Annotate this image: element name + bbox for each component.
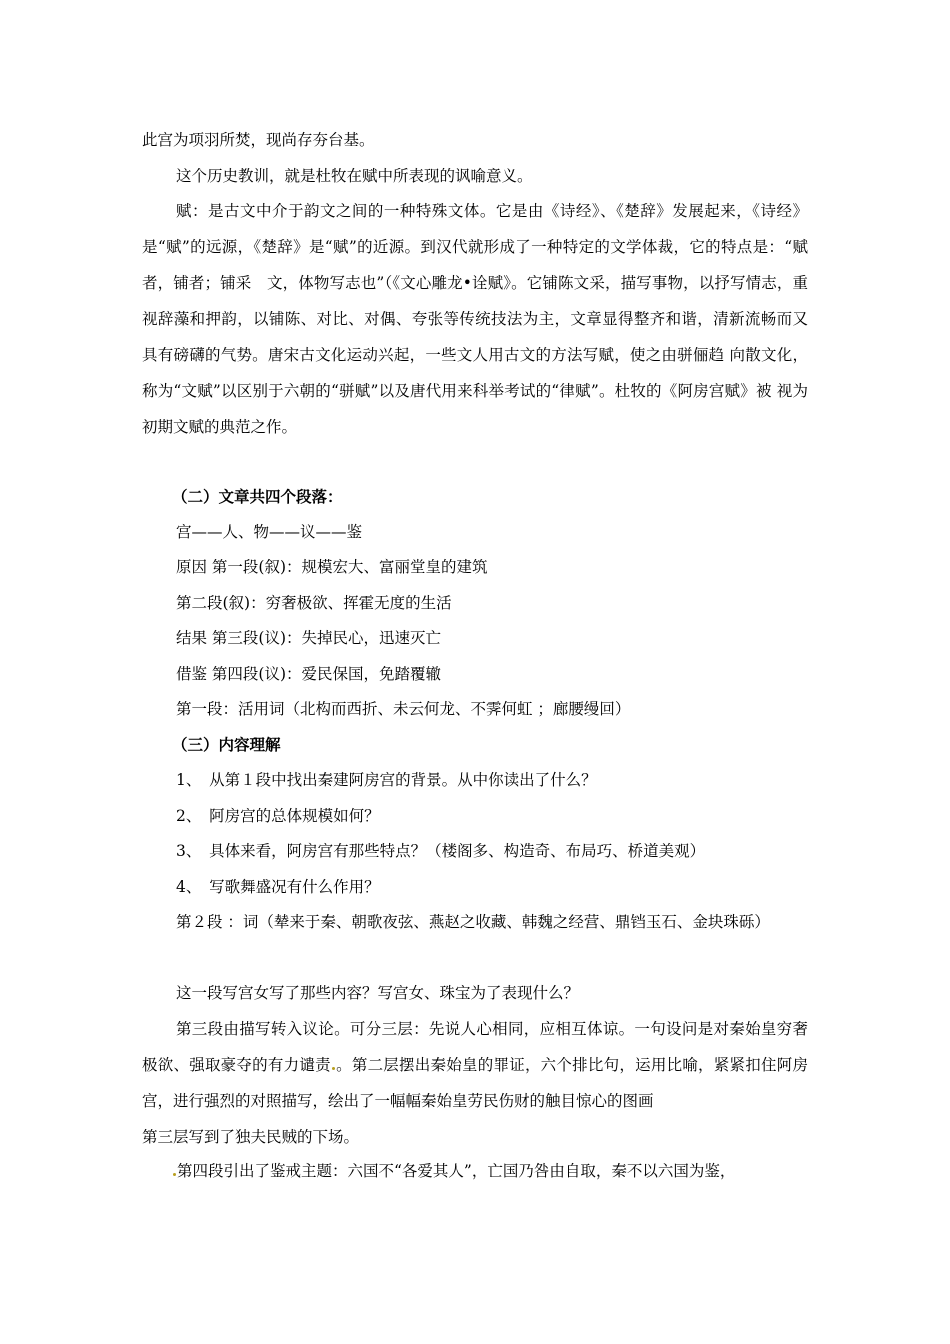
third-section-part-2: 。第二层摆出秦始皇的罪证，六个排比句，运用比喻，紧紧扣住阿房宫，进行强烈的对照描写，绘出了一幅幅秦始皇劳民伤财的触目惊心的图画 xyxy=(142,1056,808,1110)
question-4: 4、 写歌舞盛况有什么作用？ xyxy=(176,878,380,896)
first-section-words: 第一段：活用词（北构而西折、未云何龙、不霁何虹 ；廊腰缦回） xyxy=(176,700,631,718)
paragraph-palace-women: 这一段写宫女写了那些内容？写宫女、珠宝为了表现什么？ xyxy=(176,984,580,1002)
paragraph-outline-1: 原因 第一段(叙)：规模宏大、富丽堂皇的建筑 xyxy=(176,558,488,576)
paragraph-fourth-section xyxy=(142,1153,808,1189)
question-3: 3、 具体来看，阿房宫有那些特点？（楼阁多、构造奇、布局巧、桥道美观） xyxy=(176,842,706,860)
third-section-part-3: 第三层写到了独夫民贼的下场。 xyxy=(142,1128,360,1146)
paragraph-third-section xyxy=(142,1011,808,1155)
question-2: 2、 阿房宫的总体规模如何？ xyxy=(176,807,380,825)
paragraph-1: 此宫为项羽所焚，现尚存夯台基。 xyxy=(142,131,375,149)
question-1: 1、 从第１段中找出秦建阿房宫的背景。从中你读出了什么？ xyxy=(176,771,597,789)
paragraph-outline-3: 结果 第三段(议)：失掉民心，迅速灭亡 xyxy=(176,629,442,647)
paragraph-fu-definition: 赋：是古文中介于韵文之间的一种特殊文体。它是由《诗经》、《楚辞》发展起来，《诗经》是“赋”的远源，《楚辞》是“赋”的近源。到汉代就形成了一种特定的文学体裁，它的特点是：“赋者，铺者；铺采 文，体物写志也”（《文心雕龙•诠赋》。它铺陈文采，描写事物，以抒写情志，重视辞藻和押韵，以铺陈、对比、对偶、夸张等传统技法为主，文章显得整齐和谐，清新流畅而又具有磅礴的气势。唐宋古文化运动兴起，一些文人用古文的方法写赋，使之由骈俪趋 向散文化，称为“文赋”以区别于六朝的“骈赋”以及唐代用来科举考试的“律赋”。杜牧的《阿房宫赋》被 视为初期文赋的典范之作。 xyxy=(142,202,808,436)
marker-dot xyxy=(173,1173,176,1176)
paragraph-outline-4: 借鉴 第四段(议)：爱民保国，免踏覆辙 xyxy=(176,665,442,683)
structure-line: 宫——人、物——议——鉴 xyxy=(176,523,363,541)
second-section-words: 第２段 ：词（辇来于秦、朝歌夜弦、燕赵之收藏、韩魏之经营、鼎铛玉石、金块珠砾） xyxy=(176,913,770,931)
third-section-part-1: 第三段由描写转入议论。可分三层：先说人心相同，应相互体谅。一句设问是对秦始皇穷奢极欲、强取豪夺的有力谴责 xyxy=(142,1020,808,1074)
section-heading-3: （三）内容理解 xyxy=(172,735,281,754)
paragraph-outline-2: 第二段(叙)：穷奢极欲、挥霍无度的生活 xyxy=(176,594,452,612)
marker-dot xyxy=(332,1067,335,1070)
section-heading-2: （二）文章共四个段落： xyxy=(172,487,343,506)
paragraph-2: 这个历史教训，就是杜牧在赋中所表现的讽喻意义。 xyxy=(176,167,533,185)
fourth-section-text: 第四段引出了鉴戒主题：六国不“各爱其人”，亡国乃咎由自取，秦不以六国为鉴， xyxy=(177,1162,736,1180)
